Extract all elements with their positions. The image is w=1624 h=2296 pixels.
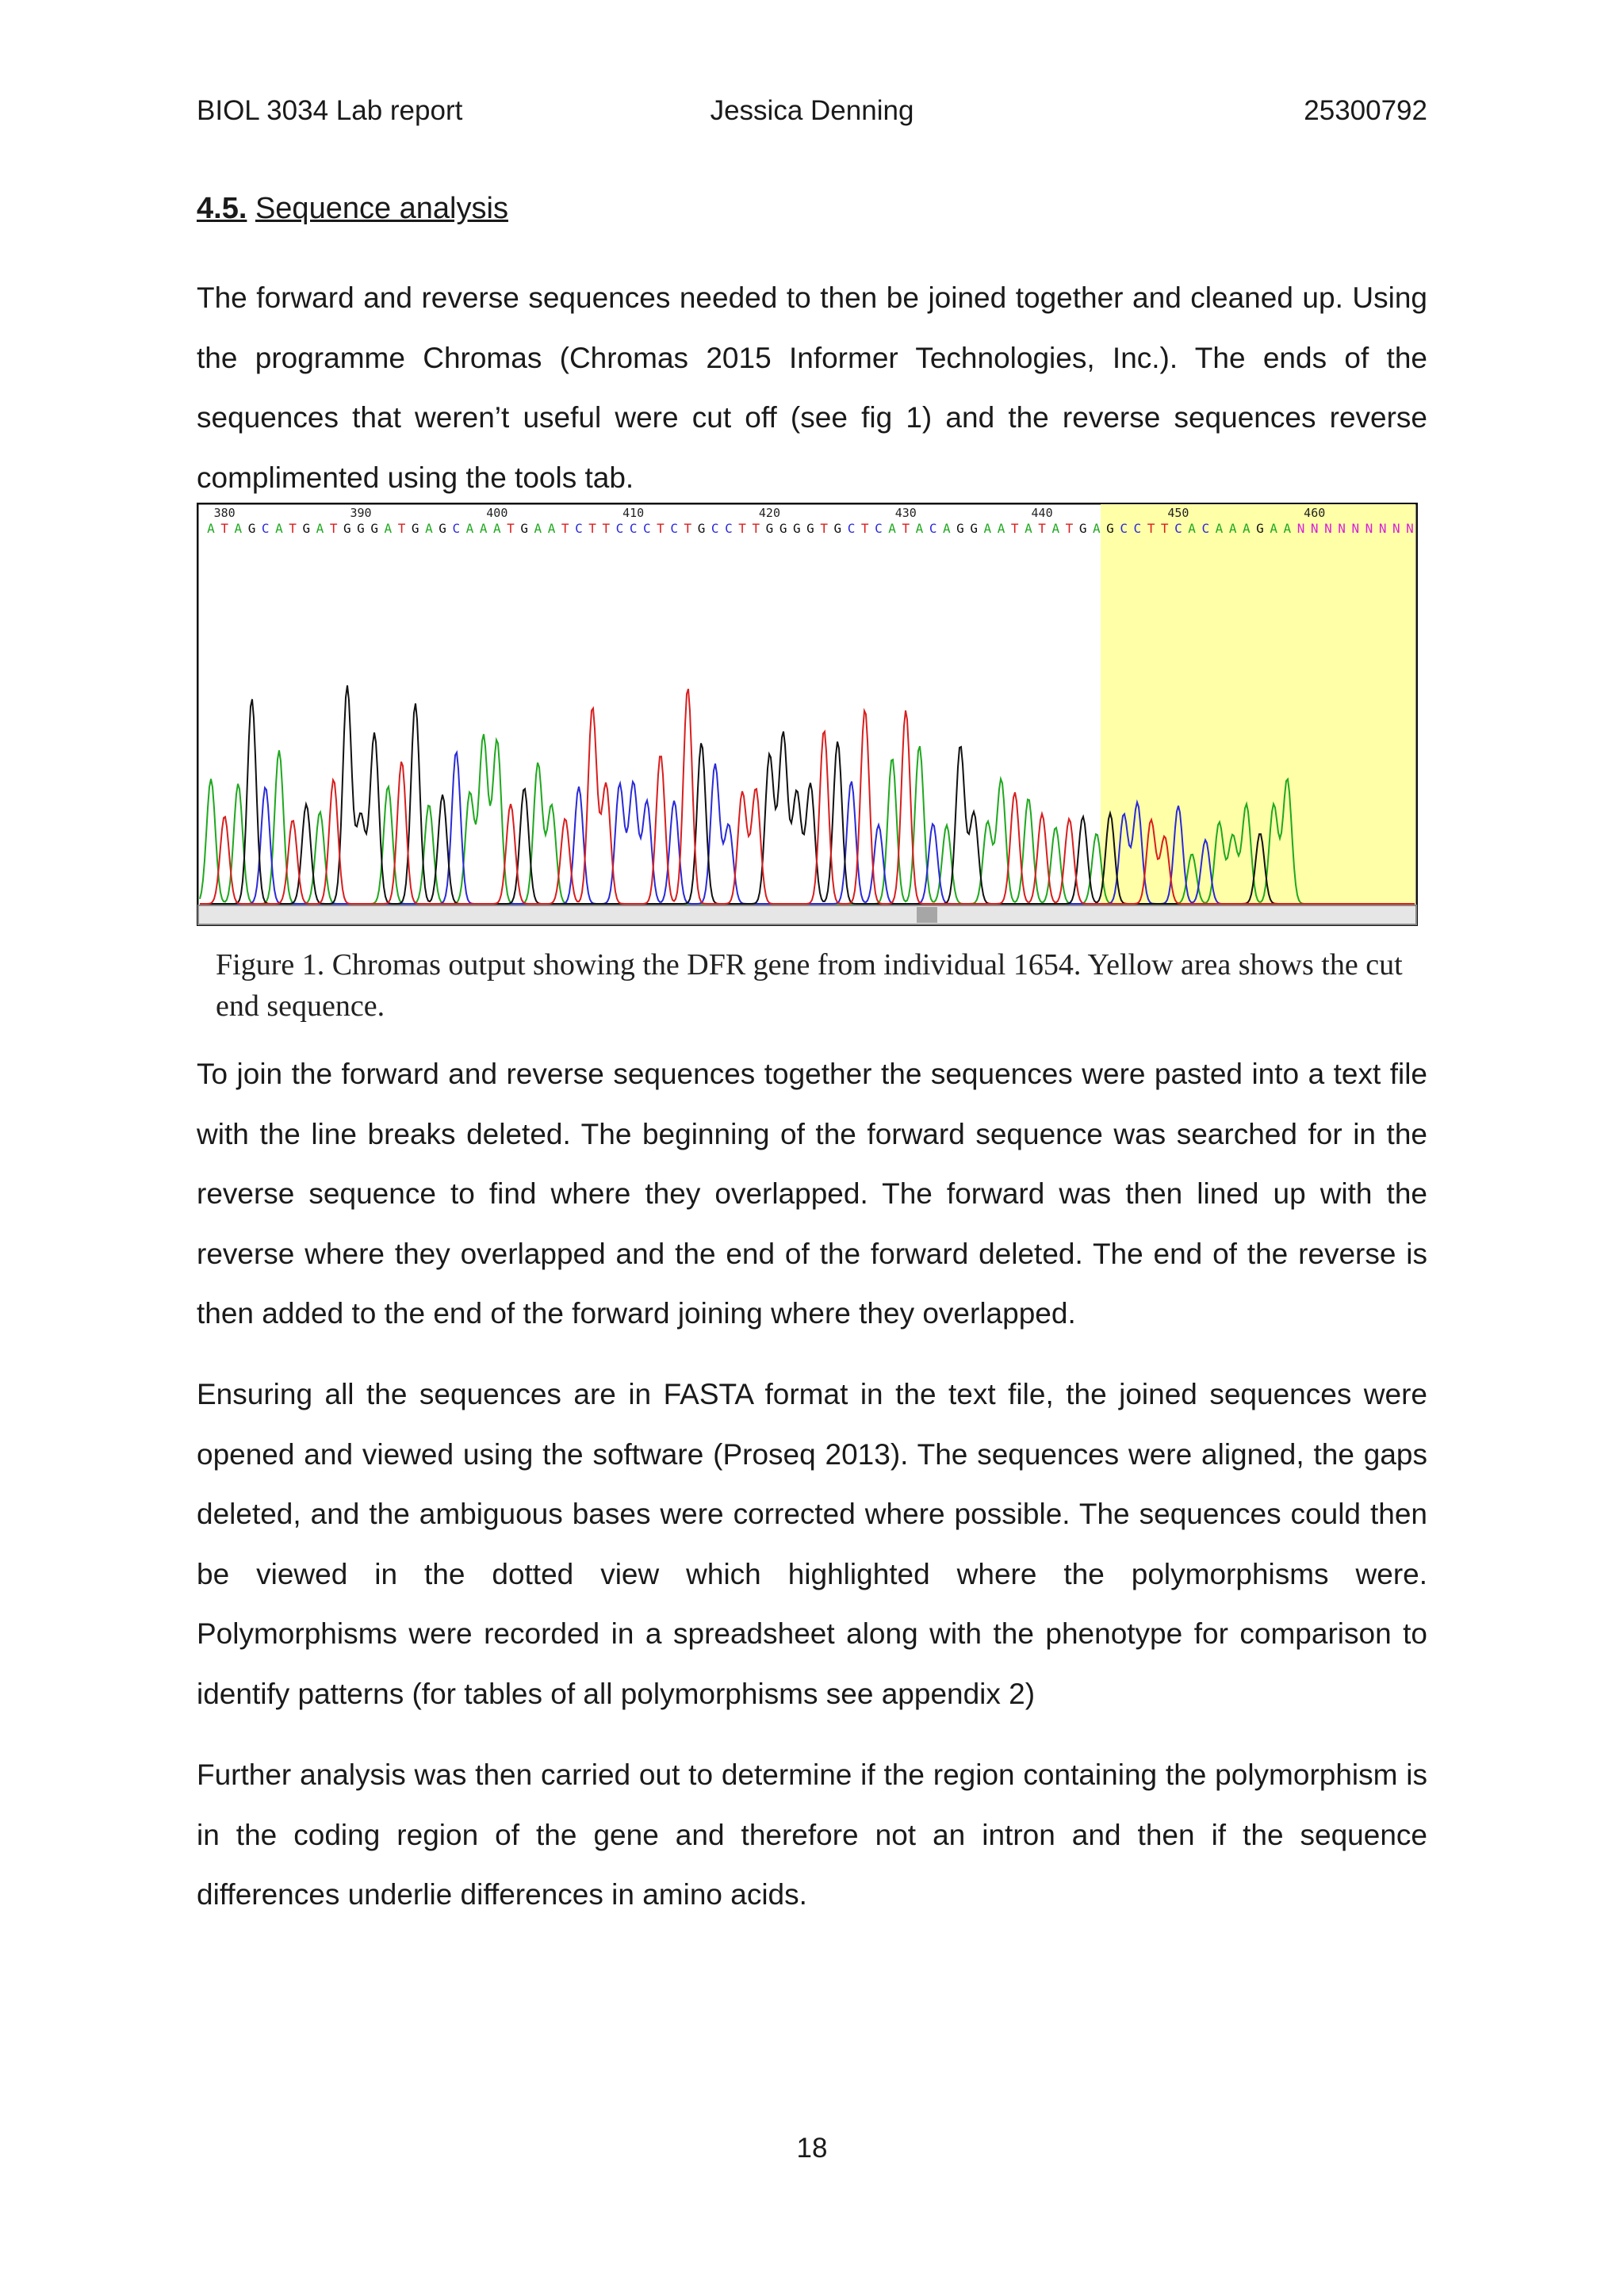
base-call: T [902,521,910,536]
base-call: T [657,521,665,536]
paragraph-2: To join the forward and reverse sequences together the sequences were pasted into a text file with the line breaks deleted. The beginning of the forward sequence was searched for in the reverse sequence to find where they overlapped. The forward was then lined up with the reverse where they overlapped and the end of the forward deleted. The end of the reverse is then added to the end of the forward joining where they overlapped. [197,1058,1427,1330]
base-call: G [833,521,842,536]
base-call: G [302,521,311,536]
page-number: 18 [796,2133,828,2164]
base-call: N [1365,521,1373,536]
base-call: G [357,521,365,536]
position-label: 380 [213,506,236,520]
position-label: 430 [894,506,917,520]
base-call: C [1201,521,1210,536]
base-call: A [1228,521,1237,536]
figure-caption: Figure 1. Chromas output showing the DFR gene from individual 1654. Yellow area shows the cut end sequence. [216,948,1403,1023]
chromatogram-figure [197,503,1418,926]
base-call: N [1378,521,1387,536]
base-call: G [1106,521,1114,536]
base-call: G [343,521,351,536]
base-call: G [1256,521,1264,536]
base-call: G [520,521,529,536]
base-call: T [507,521,515,536]
base-call: T [752,521,760,536]
base-call: G [411,521,419,536]
base-call: A [1242,521,1251,536]
base-call: G [806,521,814,536]
base-call: A [275,521,283,536]
base-call: G [792,521,801,536]
base-call: G [970,521,979,536]
base-call: C [725,521,733,536]
position-label: 420 [758,506,781,520]
base-call: A [997,521,1005,536]
base-call: N [1310,521,1319,536]
base-call: G [779,521,787,536]
paragraph-4: Further analysis was then carried out to determine if the region containing the polymorphism is in the coding region of the gene and therefore not an intron and then if the sequence differences underlie differences in amino acids. [197,1758,1427,1911]
position-label: 450 [1167,506,1189,520]
base-call: A [479,521,488,536]
base-call: A [1283,521,1292,536]
base-call: G [765,521,774,536]
page-header [197,95,1427,135]
base-call: T [397,521,406,536]
base-call: A [425,521,433,536]
position-label: 410 [622,506,645,520]
base-call: C [847,521,856,536]
base-call: T [1147,521,1155,536]
horizontal-scrollbar[interactable] [198,905,1416,924]
base-call: T [738,521,746,536]
base-call: A [492,521,501,536]
base-call: G [697,521,706,536]
base-call: C [929,521,937,536]
section-title: Sequence analysis [255,192,508,225]
position-label: 460 [1304,506,1326,520]
base-call: C [642,521,651,536]
scrollbar-thumb[interactable] [917,907,937,923]
base-call: T [1160,521,1169,536]
base-call: T [860,521,869,536]
base-call: A [547,521,556,536]
base-call: G [247,521,256,536]
header-student-id: 25300792 [1304,95,1427,126]
base-call: C [615,521,624,536]
chromatogram [197,503,1418,926]
base-call: A [942,521,951,536]
base-call: T [820,521,829,536]
base-call: A [1051,521,1060,536]
base-call: C [452,521,461,536]
base-call: A [384,521,393,536]
base-call: T [289,521,297,536]
base-call: A [316,521,324,536]
base-call: G [370,521,379,536]
base-call: T [602,521,611,536]
base-call: A [1215,521,1224,536]
base-call: A [207,521,215,536]
base-call: A [1025,521,1032,536]
base-call: C [1174,521,1182,536]
base-call: C [1133,521,1142,536]
base-calls [207,521,1414,536]
base-call: N [1406,521,1414,536]
base-call: C [629,521,638,536]
base-call: A [1092,521,1101,536]
section-heading [197,192,508,226]
base-call: N [1392,521,1400,536]
base-call: A [534,521,542,536]
paragraph-3: Ensuring all the sequences are in FASTA format in the text file, the joined sequences were opened and viewed using the software (Proseq 2013). The sequences were aligned, the gaps deleted, and the ambiguous bases were corrected where possible. The sequences could then be viewed in the dotted view which highlighted where the polymorphisms were. Polymorphisms were recorded in a spreadsheet along with the phenotype for comparison to identify patterns (for tables of all polymorphisms see appendix 2) [197,1378,1427,1710]
base-call: C [875,521,883,536]
base-call: A [1188,521,1196,536]
position-label: 390 [350,506,372,520]
base-call: C [670,521,679,536]
base-call: A [915,521,924,536]
base-call: T [1038,521,1046,536]
base-call: N [1297,521,1305,536]
base-call: N [1324,521,1332,536]
base-call: C [575,521,583,536]
base-call: N [1338,521,1346,536]
base-call: C [710,521,719,536]
base-call: A [888,521,896,536]
base-call: A [234,521,243,536]
base-call: T [220,521,229,536]
base-call: T [329,521,338,536]
base-call: A [1270,521,1278,536]
base-call: T [588,521,596,536]
base-call: A [983,521,992,536]
base-call: G [1078,521,1087,536]
base-call: C [261,521,270,536]
position-label: 400 [486,506,508,520]
section-number: 4.5. [197,192,247,225]
base-call: G [439,521,446,536]
paragraph-1: The forward and reverse sequences needed to then be joined together and cleaned up. Using the programme Chromas (Chromas 2015 Informer Technologies, Inc.). The ends of the sequences that weren’t useful were cut off (see fig 1) and the reverse sequences reverse complimented using the tools tab. [197,281,1427,494]
position-label: 440 [1031,506,1053,520]
base-call: N [1351,521,1360,536]
header-author: Jessica Denning [710,95,914,126]
base-call: T [1010,521,1019,536]
base-call: C [1120,521,1128,536]
base-call: G [956,521,964,536]
base-call: T [1065,521,1074,536]
base-call: A [465,521,474,536]
base-call: T [684,521,692,536]
header-course: BIOL 3034 Lab report [197,95,463,126]
base-call: T [561,521,569,536]
